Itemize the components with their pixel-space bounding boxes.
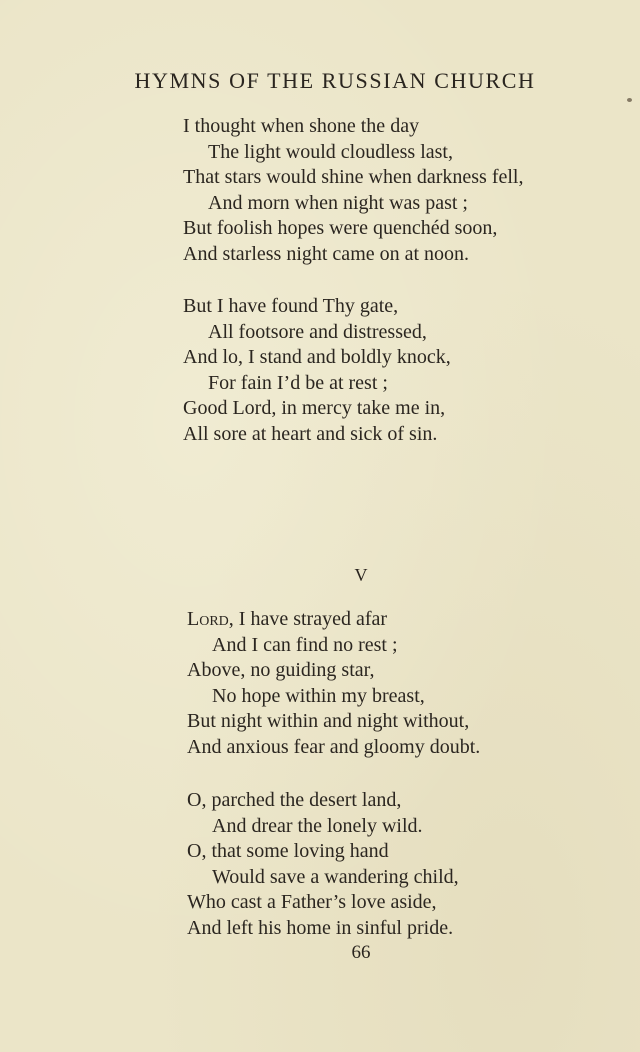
ink-speck (627, 98, 632, 102)
stanza-3 (187, 607, 480, 761)
verse-line: All sore at heart and sick of sin. (183, 422, 438, 445)
verse-line: And I can find no rest ; (212, 633, 398, 656)
first-word-small-caps: Lord (187, 608, 229, 630)
verse-line: Above, no guiding star, (187, 659, 375, 682)
stanza-4 (187, 788, 459, 942)
running-head: HYMNS OF THE RUSSIAN CHURCH (134, 68, 536, 93)
verse-line: And left his home in sinful pride. (187, 916, 454, 939)
stanza-1 (183, 114, 523, 268)
verse-line: And starless night came on at noon. (183, 242, 470, 265)
verse-line: And drear the lonely wild. (212, 814, 423, 837)
verse-line: Who cast a Father’s love aside, (187, 891, 437, 914)
stanza-2 (183, 294, 451, 448)
verse-line-first (187, 607, 480, 633)
verse-line: I thought when shone the day (183, 115, 420, 137)
verse-line: And lo, I stand and boldly knock, (183, 346, 451, 369)
verse-line: And morn when night was past ; (208, 191, 468, 214)
verse-line: Would save a wandering child, (212, 865, 459, 888)
verse-line: For fain I’d be at rest ; (208, 371, 388, 394)
verse-line: The light would cloudless last, (208, 140, 453, 163)
section-number: V (354, 565, 368, 585)
verse-line: And anxious fear and gloomy doubt. (187, 735, 481, 758)
verse-line: But night within and night without, (187, 710, 470, 733)
page-number: 66 (351, 942, 371, 963)
verse-line: O, that some loving hand (187, 840, 389, 863)
verse-line: All footsore and distressed, (208, 320, 427, 343)
verse-line: Good Lord, in mercy take me in, (183, 397, 446, 420)
first-line-rest: , I have strayed afar (228, 608, 388, 630)
verse-line: But foolish hopes were quenchéd soon, (183, 217, 498, 240)
verse-line: O, parched the desert land, (187, 789, 402, 811)
verse-line: But I have found Thy gate, (183, 295, 399, 317)
verse-line: That stars would shine when darkness fell, (183, 166, 524, 189)
verse-line: No hope within my breast, (212, 684, 425, 707)
